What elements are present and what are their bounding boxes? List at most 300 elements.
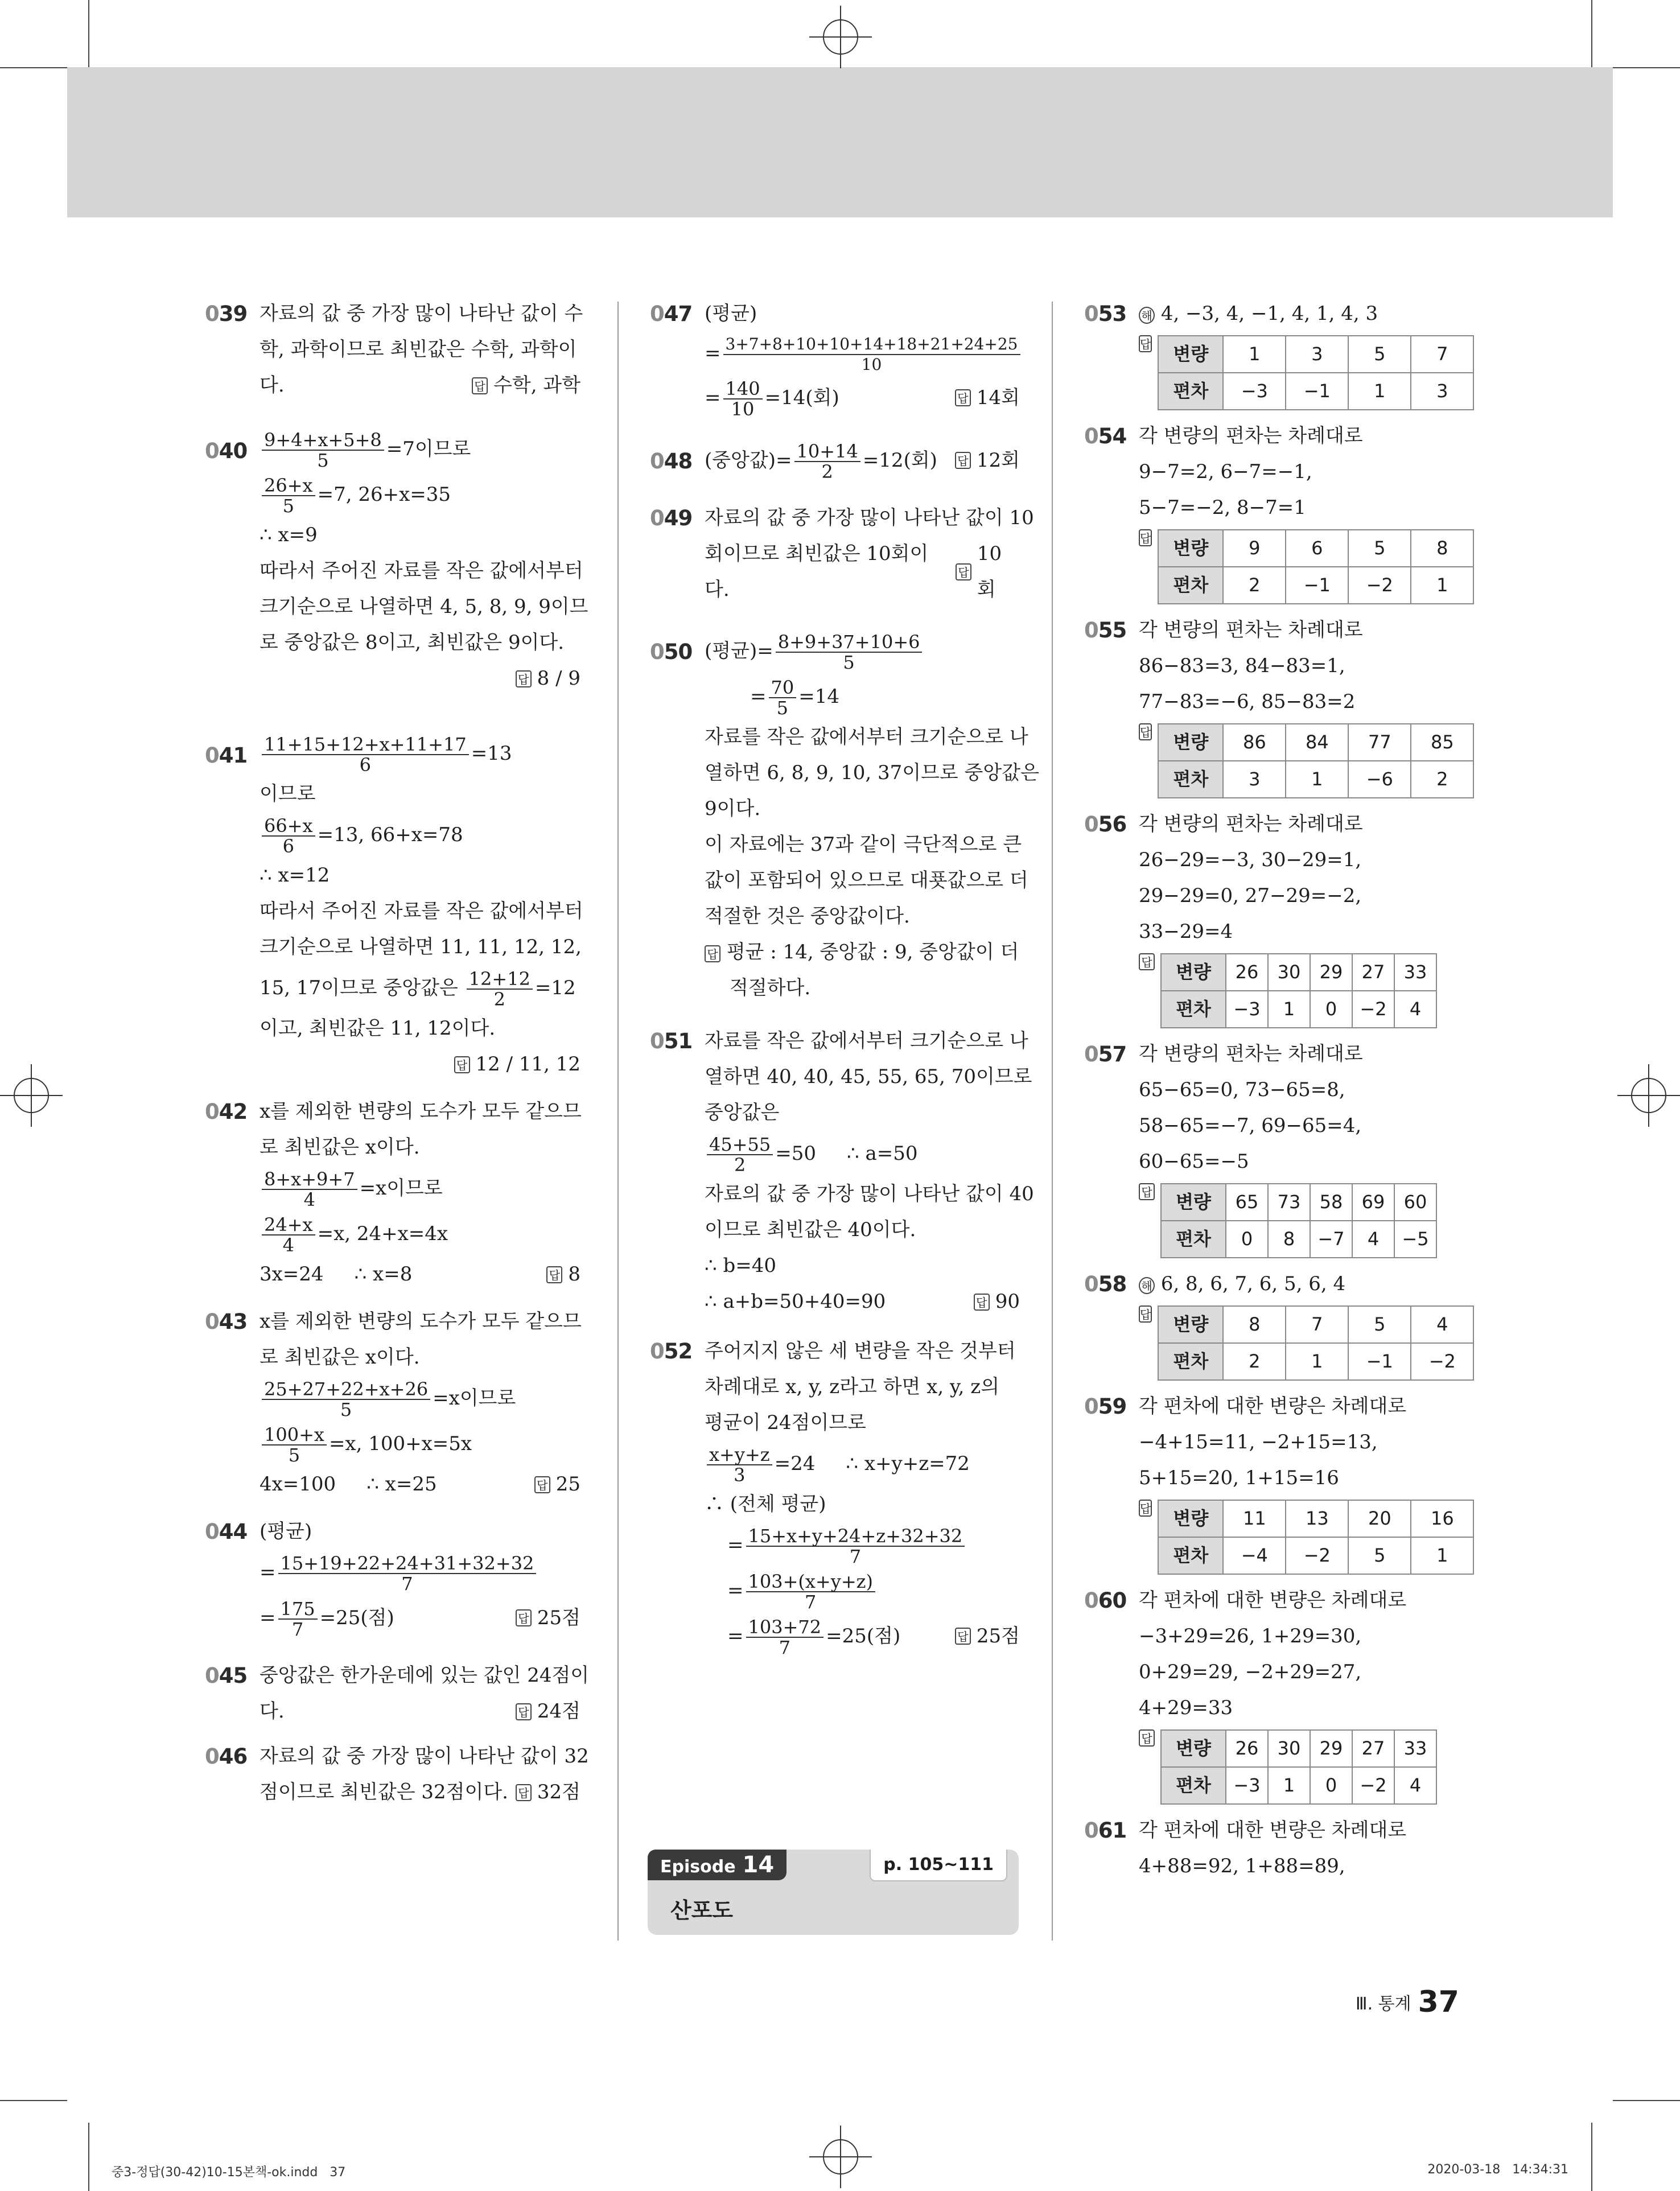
formula-line: (중앙값)= $\frac{10+14}{2}$ =12(회) <box>705 440 937 483</box>
deviation-row <box>1158 373 1473 410</box>
answer-icon: 답 <box>516 1703 532 1720</box>
problem-number: 060 <box>1084 1588 1127 1613</box>
formula-line: $\frac{24+x}{4}$ =x, 24+x=4x <box>260 1211 580 1257</box>
problem-number: 055 <box>1084 618 1127 643</box>
deviation-table <box>1160 953 1437 1028</box>
problem-number: 053 <box>1084 302 1127 326</box>
table-cell: −2 <box>1352 991 1394 1028</box>
registration-mark-bottom-icon <box>809 2126 872 2188</box>
answer-value: 10회 <box>977 542 1002 601</box>
text-line: 86−83=3, 84−83=1, <box>1139 654 1345 677</box>
answer-icon: 답 <box>955 1628 971 1645</box>
text-line: 로 최빈값은 x이다. <box>260 1136 420 1159</box>
variable-row <box>1158 336 1473 373</box>
table-cell: 7 <box>1286 1306 1348 1343</box>
text-line: 각 편차에 대한 변량은 차례대로 <box>1139 1819 1407 1842</box>
text-line: 이므로 <box>260 782 316 805</box>
table-cell: −1 <box>1286 373 1348 410</box>
table-cell: 20 <box>1348 1500 1411 1537</box>
problem-042 <box>205 1094 580 1292</box>
answer-row <box>260 661 580 697</box>
table-cell: −2 <box>1411 1343 1473 1380</box>
text-line: 9이다. <box>705 797 761 820</box>
problem-number: 054 <box>1084 424 1127 448</box>
text-line: 주어지지 않은 세 변량을 작은 것부터 <box>705 1340 1016 1362</box>
text-line: 값이 포함되어 있으므로 대푯값으로 더 <box>705 869 1028 892</box>
answer-icon: 답 <box>1139 335 1152 352</box>
row-header: 변량 <box>1158 1306 1223 1343</box>
row-header: 편차 <box>1161 991 1226 1028</box>
text-line: 60−65=−5 <box>1139 1150 1249 1173</box>
problem-number: 048 <box>650 449 693 473</box>
deviation-table <box>1158 529 1474 604</box>
fraction: $\frac{100+x}{5}$ <box>262 1425 327 1465</box>
table-cell: 77 <box>1348 724 1411 761</box>
table-cell: 7 <box>1411 336 1473 373</box>
text-line: 9−7=2, 6−7=−1, <box>1139 460 1312 483</box>
header-banner <box>67 67 1613 217</box>
problem-039 <box>205 296 583 403</box>
table-cell: 69 <box>1352 1184 1394 1221</box>
text-line: 이 자료에는 37과 같이 극단적으로 큰 <box>705 833 1022 856</box>
problem-number: 050 <box>650 640 693 664</box>
table-cell: 1 <box>1286 1343 1348 1380</box>
text-line: 열하면 40, 40, 45, 55, 65, 70이므로 <box>705 1065 1032 1088</box>
column-1 <box>205 296 590 1810</box>
crop-line-bottom-right <box>1591 2123 1592 2191</box>
problem-number: 051 <box>650 1029 693 1053</box>
text-line: 따라서 주어진 자료를 작은 값에서부터 <box>260 900 583 922</box>
row-header: 편차 <box>1158 1537 1223 1574</box>
problem-041 <box>205 731 583 1082</box>
table-cell: 5 <box>1348 1306 1411 1343</box>
episode-title: 산포도 <box>670 1898 734 1923</box>
deviation-table <box>1158 1305 1474 1381</box>
table-cell: 1 <box>1348 373 1411 410</box>
solution-line: 해 6, 8, 6, 7, 6, 5, 6, 4 <box>1139 1266 1460 1302</box>
fraction: $\frac{26+x}{5}$ <box>262 476 315 516</box>
table-cell: 1 <box>1411 567 1473 604</box>
fraction: $\frac{103+(x+y+z)}{7}$ <box>746 1572 875 1612</box>
problem-059 <box>1084 1389 1460 1575</box>
column-3 <box>1084 296 1460 1884</box>
problem-049 <box>650 500 1034 608</box>
text-line: 각 변량의 편차는 차례대로 <box>1139 813 1363 835</box>
text-line: 따라서 주어진 자료를 작은 값에서부터 <box>260 559 583 582</box>
fraction: $\frac{175}{7}$ <box>278 1599 318 1639</box>
table-cell: 33 <box>1394 954 1436 991</box>
table-cell: 29 <box>1310 954 1352 991</box>
text-line: 26−29=−3, 30−29=1, <box>1139 849 1362 871</box>
formula-line: = $\frac{15+19+22+24+31+32+32}{7}$ <box>260 1550 580 1595</box>
formula-line: = $\frac{140}{10}$ =14(회) <box>705 378 839 420</box>
table-cell: 1 <box>1268 1767 1310 1804</box>
answer-icon: 답 <box>955 389 971 406</box>
answer-icon: 답 <box>1139 1500 1152 1517</box>
text-line: −3+29=26, 1+29=30, <box>1139 1625 1362 1648</box>
text-line: 각 편차에 대한 변량은 차례대로 <box>1139 1395 1407 1418</box>
text-line: 이므로 최빈값은 40이다. <box>705 1218 916 1241</box>
table-cell: 27 <box>1352 1730 1394 1767</box>
table-cell: 84 <box>1286 724 1348 761</box>
text-line: 자료를 작은 값에서부터 크기순으로 나 <box>705 1029 1028 1052</box>
answer-icon: 답 <box>1139 723 1152 740</box>
text-line: x를 제외한 변량의 도수가 모두 같으므 <box>260 1310 582 1333</box>
table-cell: −4 <box>1223 1537 1286 1574</box>
text-line: 평균이 24점이므로 <box>705 1411 866 1434</box>
table-cell: 16 <box>1411 1500 1473 1537</box>
answer-row <box>260 1774 580 1810</box>
table-cell: 33 <box>1394 1730 1436 1767</box>
episode-box <box>648 1850 1019 1935</box>
row-header: 편차 <box>1158 1343 1223 1380</box>
answer-row <box>260 1467 580 1502</box>
answer-icon: 답 <box>516 670 532 687</box>
row-header: 변량 <box>1161 1184 1226 1221</box>
formula-line: = $\frac{70}{5}$ =14 <box>750 677 839 719</box>
text-line: 29−29=0, 27−29=−2, <box>1139 884 1362 907</box>
deviation-table <box>1160 1183 1437 1258</box>
text-line: 로 최빈값은 x이다. <box>260 1346 420 1369</box>
variable-row <box>1161 1730 1436 1767</box>
crop-line-left-top <box>0 67 67 68</box>
text-line: x를 제외한 변량의 도수가 모두 같으므 <box>260 1100 582 1123</box>
table-cell: −6 <box>1348 761 1411 798</box>
table-cell: 1 <box>1286 761 1348 798</box>
table-cell: 1 <box>1223 336 1286 373</box>
table-cell: 9 <box>1223 530 1286 567</box>
problem-058 <box>1084 1266 1460 1381</box>
answer-value: 25 <box>555 1473 580 1496</box>
table-cell: 4 <box>1411 1306 1473 1343</box>
text-line: ∴ x=12 <box>260 864 330 887</box>
problem-number: 059 <box>1084 1394 1127 1419</box>
answer-icon: 답 <box>955 452 971 469</box>
variable-row <box>1158 1500 1473 1537</box>
deviation-table-wrap <box>1139 335 1460 410</box>
fraction: $\frac{103+72}{7}$ <box>746 1617 824 1657</box>
page-folio <box>1356 1985 1459 2019</box>
answer-icon: 답 <box>472 377 488 394</box>
answer-icon: 답 <box>516 1609 532 1626</box>
crop-line-bottom-left <box>88 2123 89 2191</box>
deviation-table-wrap <box>1139 723 1460 798</box>
text-line: 각 편차에 대한 변량은 차례대로 <box>1139 1589 1407 1612</box>
table-cell: 0 <box>1310 1767 1352 1804</box>
text-line: 학, 과학이므로 최빈값은 수학, 과학이 <box>260 338 577 361</box>
fraction: $\frac{11+15+12+x+11+17}{6}$ <box>262 735 469 775</box>
column-divider-1 <box>617 302 619 1941</box>
formula-line: $\frac{66+x}{6}$ =13, 66+x=78 <box>260 812 580 858</box>
formula-line: $\frac{11+15+12+x+11+17}{6}$ =13 <box>260 731 580 776</box>
page-number: 37 <box>1418 1985 1459 2019</box>
text-line: 33−29=4 <box>1139 920 1233 943</box>
fraction: $\frac{45+55}{2}$ <box>707 1135 773 1175</box>
fraction: $\frac{25+27+22+x+26}{5}$ <box>262 1379 430 1419</box>
answer-row <box>705 438 1020 483</box>
answer-value: 8 <box>568 1263 580 1286</box>
answer-row <box>705 536 1020 608</box>
problem-061 <box>1084 1813 1460 1884</box>
text-line: (평균) <box>260 1520 312 1543</box>
answer-value: 수학, 과학 <box>493 374 580 397</box>
table-cell: 11 <box>1223 1500 1286 1537</box>
fraction: $\frac{8+x+9+7}{4}$ <box>262 1169 357 1209</box>
table-cell: 65 <box>1226 1184 1268 1221</box>
answer-value: 32점 <box>537 1781 580 1803</box>
table-cell: 13 <box>1286 1500 1348 1537</box>
problem-044 <box>205 1514 580 1641</box>
table-cell: 26 <box>1226 954 1268 991</box>
text-line: 자료의 값 중 가장 많이 나타난 값이 40 <box>705 1183 1034 1205</box>
table-cell: 8 <box>1411 530 1473 567</box>
answer-icon: 답 <box>516 1784 532 1801</box>
formula-line: $\frac{8+x+9+7}{4}$ =x이므로 <box>260 1165 580 1211</box>
formula-line: $\frac{9+4+x+5+8}{5}$ =7이므로 <box>260 426 580 472</box>
table-cell: −3 <box>1223 373 1286 410</box>
table-cell: 8 <box>1268 1221 1310 1258</box>
table-cell: −5 <box>1394 1221 1436 1258</box>
deviation-row <box>1161 1767 1436 1804</box>
deviation-row <box>1158 1343 1473 1380</box>
answer-value: 90 <box>995 1290 1020 1313</box>
deviation-table-wrap <box>1139 1500 1460 1575</box>
deviation-table <box>1160 1729 1437 1805</box>
formula-line: = $\frac{15+x+y+24+z+32+32}{7}$ <box>705 1522 1020 1568</box>
column-2 <box>650 296 1039 1659</box>
table-cell: −1 <box>1348 1343 1411 1380</box>
text-line: 회이므로 최빈값은 10회이다. <box>704 542 929 601</box>
problem-050 <box>650 628 1039 1006</box>
crop-line-top-right <box>1591 0 1592 67</box>
table-cell: −3 <box>1226 991 1268 1028</box>
table-cell: −2 <box>1348 567 1411 604</box>
table-cell: 3 <box>1411 373 1473 410</box>
table-cell: 85 <box>1411 724 1473 761</box>
episode-pages: p. 105~111 <box>870 1850 1007 1881</box>
answer-row <box>705 934 1020 970</box>
fraction: $\frac{24+x}{4}$ <box>262 1215 315 1255</box>
answer-value: 24점 <box>537 1700 580 1723</box>
text-line: 다. <box>260 374 285 397</box>
text-line: 5−7=−2, 8−7=1 <box>1139 496 1306 519</box>
problem-043 <box>205 1304 580 1502</box>
answer-icon: 답 <box>1139 1729 1155 1747</box>
formula-line: = $\frac{103+(x+y+z)}{7}$ <box>705 1568 1020 1613</box>
text-line: 각 변량의 편차는 차례대로 <box>1139 1043 1363 1065</box>
row-header: 변량 <box>1161 954 1226 991</box>
text-line: 점이므로 최빈값은 32점이다. <box>260 1781 508 1803</box>
row-header: 편차 <box>1158 567 1223 604</box>
deviation-row <box>1158 1537 1473 1574</box>
table-cell: 5 <box>1348 336 1411 373</box>
text-line: 58−65=−7, 69−65=4, <box>1139 1114 1362 1137</box>
formula-line: $\frac{45+55}{2}$ =50 ∴ a=50 <box>705 1131 1020 1176</box>
deviation-row <box>1161 991 1436 1028</box>
fraction: $\frac{9+4+x+5+8}{5}$ <box>262 430 384 470</box>
fraction: $\frac{70}{5}$ <box>769 678 797 718</box>
answer-value: 12회 <box>976 449 1020 472</box>
deviation-table-wrap <box>1139 953 1460 1028</box>
deviation-row <box>1158 567 1473 604</box>
text-line: 3x=24 ∴ x=8 <box>260 1263 413 1286</box>
row-header: 편차 <box>1158 761 1223 798</box>
table-cell: 30 <box>1268 1730 1310 1767</box>
table-cell: 4 <box>1394 1767 1436 1804</box>
fraction: $\frac{15+x+y+24+z+32+32}{7}$ <box>746 1526 965 1566</box>
slug-file: 중3-정답(30-42)10-15본책-ok.indd 37 <box>112 2165 346 2180</box>
solution-icon: 해 <box>1139 307 1155 324</box>
formula-line: 15, 17이므로 중앙값은 $\frac{12+12}{2}$ =12 <box>260 968 576 1010</box>
answer-row <box>705 375 1020 421</box>
table-cell: 2 <box>1223 567 1286 604</box>
row-header: 변량 <box>1158 336 1223 373</box>
text-line: 5+15=20, 1+15=16 <box>1139 1467 1339 1489</box>
answer-row <box>260 368 580 403</box>
problem-number: 043 <box>205 1309 248 1334</box>
table-cell: 6 <box>1286 530 1348 567</box>
deviation-row <box>1158 761 1473 798</box>
problem-048 <box>650 438 1020 483</box>
problem-number: 047 <box>650 302 693 326</box>
text-line: (평균) <box>705 302 757 325</box>
answer-value: 14회 <box>976 386 1020 409</box>
answer-row <box>705 1613 1020 1659</box>
text-line: 다. <box>260 1700 285 1723</box>
table-cell: 60 <box>1394 1184 1436 1221</box>
text-line: 0+29=29, −2+29=27, <box>1139 1661 1362 1683</box>
variable-row <box>1158 530 1473 567</box>
column-divider-2 <box>1052 302 1053 1941</box>
answer-icon: 답 <box>1139 1305 1152 1323</box>
fraction: $\frac{10+14}{2}$ <box>794 442 860 481</box>
table-cell: 27 <box>1352 954 1394 991</box>
answer-value: 평균 : 14, 중앙값 : 9, 중앙값이 더 <box>726 941 1019 963</box>
table-cell: 3 <box>1223 761 1286 798</box>
table-cell: −2 <box>1352 1767 1394 1804</box>
table-cell: 2 <box>1411 761 1473 798</box>
text-line: ∴ x=9 <box>260 524 318 546</box>
problem-number: 056 <box>1084 812 1127 837</box>
text-line: 각 변량의 편차는 차례대로 <box>1139 619 1363 641</box>
table-cell: −7 <box>1310 1221 1352 1258</box>
text-line: 로 중앙값은 8이고, 최빈값은 9이다. <box>260 631 565 654</box>
text-line: 중앙값은 <box>705 1101 780 1124</box>
text-line: 자료의 값 중 가장 많이 나타난 값이 10 <box>705 506 1034 529</box>
solution-line: 해 4, −3, 4, −1, 4, 1, 4, 3 <box>1139 296 1460 332</box>
table-cell: 4 <box>1352 1221 1394 1258</box>
text-line: 각 변량의 편차는 차례대로 <box>1139 425 1363 447</box>
answer-value: 적절하다. <box>730 977 811 999</box>
table-cell: 3 <box>1286 336 1348 373</box>
table-cell: 2 <box>1223 1343 1286 1380</box>
answer-value: 12 / 11, 12 <box>475 1053 580 1076</box>
problem-052 <box>650 1333 1020 1659</box>
table-cell: 58 <box>1310 1184 1352 1221</box>
folio-section: Ⅲ. 통계 <box>1355 1994 1411 2014</box>
table-cell: 73 <box>1268 1184 1310 1221</box>
problem-number: 044 <box>205 1519 248 1544</box>
problem-060 <box>1084 1583 1460 1805</box>
answer-row <box>705 1284 1020 1320</box>
answer-value: 25점 <box>537 1607 580 1629</box>
answer-icon: 답 <box>534 1476 550 1493</box>
text-line: 자료의 값 중 가장 많이 나타난 값이 수 <box>260 302 583 325</box>
fraction: $\frac{140}{10}$ <box>723 379 763 419</box>
problem-number: 052 <box>650 1339 693 1364</box>
table-cell: −1 <box>1286 567 1348 604</box>
episode-tag: Episode 14 <box>648 1850 787 1880</box>
answer-row <box>260 1257 580 1292</box>
problem-053 <box>1084 296 1460 410</box>
crop-line-left-bottom <box>0 2100 67 2101</box>
formula-line: $\frac{25+27+22+x+26}{5}$ =x이므로 <box>260 1375 580 1421</box>
text-line: 4+88=92, 1+88=89, <box>1139 1855 1345 1877</box>
crop-line-right-top <box>1613 67 1680 68</box>
text-line: 중앙값은 한가운데에 있는 값인 24점이 <box>260 1664 590 1687</box>
answer-icon: 답 <box>956 563 971 580</box>
problem-054 <box>1084 418 1460 604</box>
row-header: 편차 <box>1161 1767 1226 1804</box>
formula-line: = $\frac{103+72}{7}$ =25(점) <box>727 1616 901 1658</box>
problem-number: 061 <box>1084 1818 1127 1843</box>
problem-047 <box>650 296 1020 421</box>
variable-row <box>1158 1306 1473 1343</box>
variable-row <box>1161 1184 1436 1221</box>
row-header: 변량 <box>1158 1500 1223 1537</box>
fraction: $\frac{3+7+8+10+10+14+18+21+24+25}{10}$ <box>723 335 1020 374</box>
answer-icon: 답 <box>1139 529 1152 546</box>
answer-icon: 답 <box>546 1266 562 1283</box>
answer-value: 25점 <box>976 1625 1020 1648</box>
table-cell: 26 <box>1226 1730 1268 1767</box>
problem-040 <box>205 426 588 697</box>
table-cell: 5 <box>1348 530 1411 567</box>
row-header: 편차 <box>1161 1221 1226 1258</box>
table-cell: 0 <box>1226 1221 1268 1258</box>
row-header: 변량 <box>1158 724 1223 761</box>
deviation-table <box>1158 1500 1474 1575</box>
fraction: $\frac{15+19+22+24+31+32+32}{7}$ <box>278 1554 537 1593</box>
text-line: 크기순으로 나열하면 4, 5, 8, 9, 9이므 <box>260 595 588 618</box>
problem-number: 057 <box>1084 1042 1127 1066</box>
formula-line: = $\frac{175}{7}$ =25(점) <box>260 1598 394 1640</box>
text-line: 65−65=0, 73−65=8, <box>1139 1078 1345 1101</box>
table-cell: 0 <box>1310 991 1352 1028</box>
answer-icon: 답 <box>705 945 720 962</box>
fraction: $\frac{12+12}{2}$ <box>467 969 533 1009</box>
slug-timestamp: 2020-03-18 14:34:31 <box>1427 2163 1568 2177</box>
crop-line-top-left <box>88 0 89 67</box>
problem-number: 058 <box>1084 1272 1127 1296</box>
text-line: 열하면 6, 8, 9, 10, 37이므로 중앙값은 <box>705 761 1039 784</box>
fraction: $\frac{x+y+z}{3}$ <box>707 1445 772 1485</box>
answer-icon: 답 <box>974 1294 990 1311</box>
table-cell: −2 <box>1286 1537 1348 1574</box>
problem-number: 046 <box>205 1744 248 1769</box>
table-cell: 29 <box>1310 1730 1352 1767</box>
text-line: 차례대로 x, y, z라고 하면 x, y, z의 <box>705 1375 1000 1398</box>
problem-number: 045 <box>205 1663 248 1688</box>
row-header: 변량 <box>1161 1730 1226 1767</box>
problem-number: 049 <box>650 506 693 530</box>
formula-line: = $\frac{3+7+8+10+10+14+18+21+24+25}{10}$ <box>705 332 1020 375</box>
text-line: ∴ b=40 <box>705 1254 776 1277</box>
fraction: $\frac{66+x}{6}$ <box>262 816 315 856</box>
formula-line: (평균)= $\frac{8+9+37+10+6}{5}$ <box>705 628 1020 674</box>
variable-row <box>1158 724 1473 761</box>
table-cell: 30 <box>1268 954 1310 991</box>
